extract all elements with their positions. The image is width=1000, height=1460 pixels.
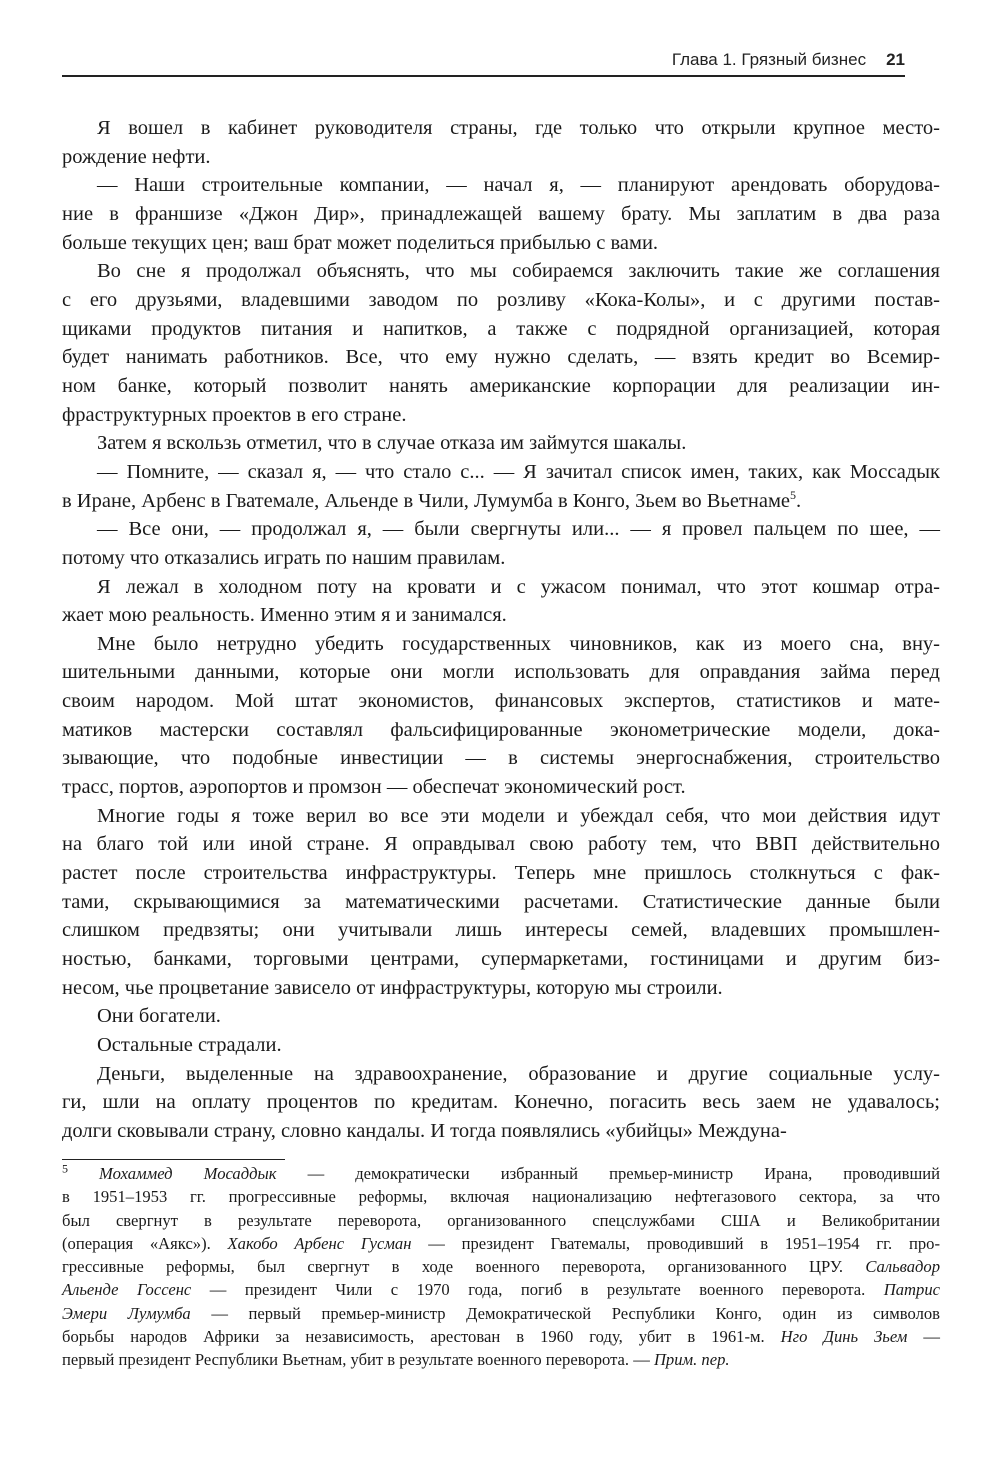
footnote-text: в 1951–1953 гг. прогрессивные реформы, включая национализацию нефтегазового сектора, за что bbox=[62, 1187, 940, 1207]
footnote-line bbox=[62, 1255, 940, 1278]
text-line: Я вошел в кабинет руководителя страны, где только что открыли крупное место- bbox=[97, 117, 940, 139]
text-line: фраструктурных проектов в его стране. bbox=[62, 403, 407, 426]
text-line: — Наши строительные компании, — начал я, — планируют арендовать оборудова- bbox=[97, 174, 940, 197]
footnote-text: — демократически избранный премьер-министр Ирана, проводивший bbox=[276, 1164, 940, 1183]
text-line: трасс, портов, аэропортов и промзон — обеспечат экономический рост. bbox=[62, 776, 686, 799]
text-line: Деньги, выделенные на здравоохранение, образование и другие социальные услу- bbox=[97, 1062, 940, 1085]
text-line: ном банке, который позволит нанять американские корпорации для реализации ин- bbox=[62, 374, 940, 397]
footnote-name: Мохаммед Мосаддык bbox=[99, 1164, 277, 1183]
footnote-text: борьбы народов Африки за независимость, арестован в 1960 году, убит в 1961-м. bbox=[62, 1327, 781, 1347]
footnote-reference: 5 bbox=[790, 487, 797, 502]
footnote-name: Прим. пер. bbox=[653, 1350, 730, 1370]
paragraph bbox=[62, 573, 940, 630]
footnote-line bbox=[62, 1232, 940, 1255]
paragraph bbox=[62, 257, 940, 429]
paragraph bbox=[62, 1031, 940, 1060]
paragraph bbox=[62, 171, 940, 257]
text-line: на благо той или иной стране. Я оправдывал свою работу тем, что ВВП действительно bbox=[62, 833, 940, 856]
text-line: тами, скрывающимися за математическими расчетами. Статистические данные были bbox=[62, 890, 940, 913]
text-line: с его друзьями, владевшими заводом по розливу «Кока-Колы», и с другими постав- bbox=[62, 288, 940, 311]
paragraph bbox=[62, 802, 940, 1003]
text-line: Многие годы я тоже верил во все эти модели и убеждал себя, что мои действия идут bbox=[97, 804, 940, 827]
paragraph bbox=[62, 114, 940, 171]
footnote-line bbox=[62, 1325, 940, 1348]
footnote-text: — первый премьер-министр Демократической Республики Конго, один из символов bbox=[190, 1303, 940, 1323]
text-line: своим народом. Мой штат экономистов, финансовых экспертов, статистиков и мате- bbox=[62, 690, 940, 713]
footnote-name: Альенде Госсенс bbox=[62, 1280, 192, 1300]
paragraph bbox=[62, 458, 940, 515]
footnote-line bbox=[62, 1302, 940, 1325]
page-number: 21 bbox=[886, 50, 905, 69]
text-line: Остальные страдали. bbox=[97, 1034, 282, 1056]
footnote-rule bbox=[62, 1159, 285, 1160]
text-line: — Все они, — продолжал я, — были свергнуты или... — я провел пальцем по шее, — bbox=[97, 518, 940, 541]
paragraph bbox=[62, 1002, 940, 1031]
text-line: долги сковывали страну, словно кандалы. И тогда появлялись «убийцы» Междуна- bbox=[62, 1119, 787, 1142]
footnote-name: Патрис bbox=[883, 1280, 940, 1300]
text-line: Мне было нетрудно убедить государственных чиновников, как из моего сна, вну- bbox=[97, 632, 940, 655]
text-line: в Иране, Арбенс в Гватемале, Альенде в Чили, Лумумба в Конго, Зьем во Вьетнаме$^5$. bbox=[62, 487, 802, 512]
paragraph bbox=[62, 429, 940, 458]
footnote-line bbox=[62, 1162, 940, 1185]
text-line: матиков мастерски составлял фальсифицированные эконометрические модели, дока- bbox=[62, 718, 940, 741]
footnote-text: был свергнут в результате переворота, организованного спецслужбами США и Великобритании bbox=[62, 1210, 940, 1230]
text-line: зывающие, что подобные инвестиции — в системы энергоснабжения, строительство bbox=[62, 747, 940, 770]
paragraph bbox=[62, 630, 940, 802]
paragraph bbox=[62, 1060, 940, 1146]
text-line: ги, шли на оплату процентов по кредитам. Конечно, погасить весь заем не удавалось; bbox=[62, 1091, 940, 1114]
header-rule bbox=[62, 75, 905, 77]
text-line: больше текущих цен; ваш брат может поделиться прибылью с вами. bbox=[62, 231, 659, 254]
body-text bbox=[62, 114, 940, 1146]
footnote-line bbox=[62, 1348, 940, 1371]
text-line: потому что отказались играть по нашим правилам. bbox=[62, 546, 506, 569]
text-line: ностью, банками, торговыми центрами, супермаркетами, гостиницами и другим биз- bbox=[62, 948, 940, 971]
text-line: ние в франшизе «Джон Дир», принадлежащей вашему брату. Мы заплатим в два раза bbox=[62, 202, 940, 225]
footnote-line bbox=[62, 1185, 940, 1208]
footnote-line bbox=[62, 1209, 940, 1232]
chapter-title: Глава 1. Грязный бизнес bbox=[671, 50, 867, 69]
running-header bbox=[62, 50, 905, 74]
footnote-text: — президент Чили с 1970 года, погиб в результате военного переворота. bbox=[191, 1280, 884, 1300]
text-line: будет нанимать работников. Все, что ему нужно сделать, — взять кредит во Всемир- bbox=[62, 346, 940, 369]
footnote-name: Сальвадор bbox=[865, 1257, 940, 1277]
text-line: растет после строительства инфраструктуры. Теперь мне пришлось столкнуться с фак- bbox=[62, 862, 940, 885]
footnote-name: Нго Динь Зьем bbox=[780, 1327, 908, 1347]
text-line: Они богатели. bbox=[97, 1005, 221, 1028]
text-line: несом, чье процветание зависело от инфраструктуры, которую мы строили. bbox=[62, 976, 723, 999]
text-line: шительными данными, которые они могли использовать для оправдания займа перед bbox=[62, 661, 940, 684]
footnote-text: (операция «Аякс»). bbox=[62, 1233, 228, 1253]
footnote-text: грессивные реформы, был свергнут в ходе военного переворота, организованного ЦРУ. bbox=[62, 1257, 866, 1277]
text-line: рождение нефти. bbox=[62, 145, 211, 168]
footnote-text: первый президент Республики Вьетнам, убит в результате военного переворота. — bbox=[62, 1350, 654, 1370]
footnote-name: Эмери Лумумба bbox=[62, 1303, 191, 1323]
text-line: жает мою реальность. Именно этим я и занимался. bbox=[62, 604, 507, 627]
text-line: — Помните, — сказал я, — что стало с... — Я зачитал список имен, таких, как Моссадык bbox=[97, 460, 940, 483]
text-line: Во сне я продолжал объяснять, что мы собираемся заключить такие же соглашения bbox=[97, 260, 940, 283]
footnote-marker: 5 bbox=[62, 1161, 68, 1176]
footnote-text: — президент Гватемалы, проводивший в 1951–1954 гг. про- bbox=[411, 1233, 940, 1253]
text-line: Я лежал в холодном поту на кровати и с ужасом понимал, что этот кошмар отра- bbox=[97, 575, 940, 598]
text-line: Затем я вскользь отметил, что в случае отказа им займутся шакалы. bbox=[97, 432, 687, 455]
footnote-line bbox=[62, 1278, 940, 1301]
text-line: слишком предвзяты; они учитывали лишь интересы семей, владевших промышлен- bbox=[62, 919, 940, 942]
footnote-name: Хакобо Арбенс Гусман bbox=[227, 1233, 412, 1253]
footnote bbox=[62, 1162, 940, 1372]
paragraph bbox=[62, 515, 940, 572]
footnote-text: — bbox=[907, 1327, 940, 1347]
text-line: щиками продуктов питания и напитков, а также с подрядной организацией, которая bbox=[62, 317, 940, 340]
